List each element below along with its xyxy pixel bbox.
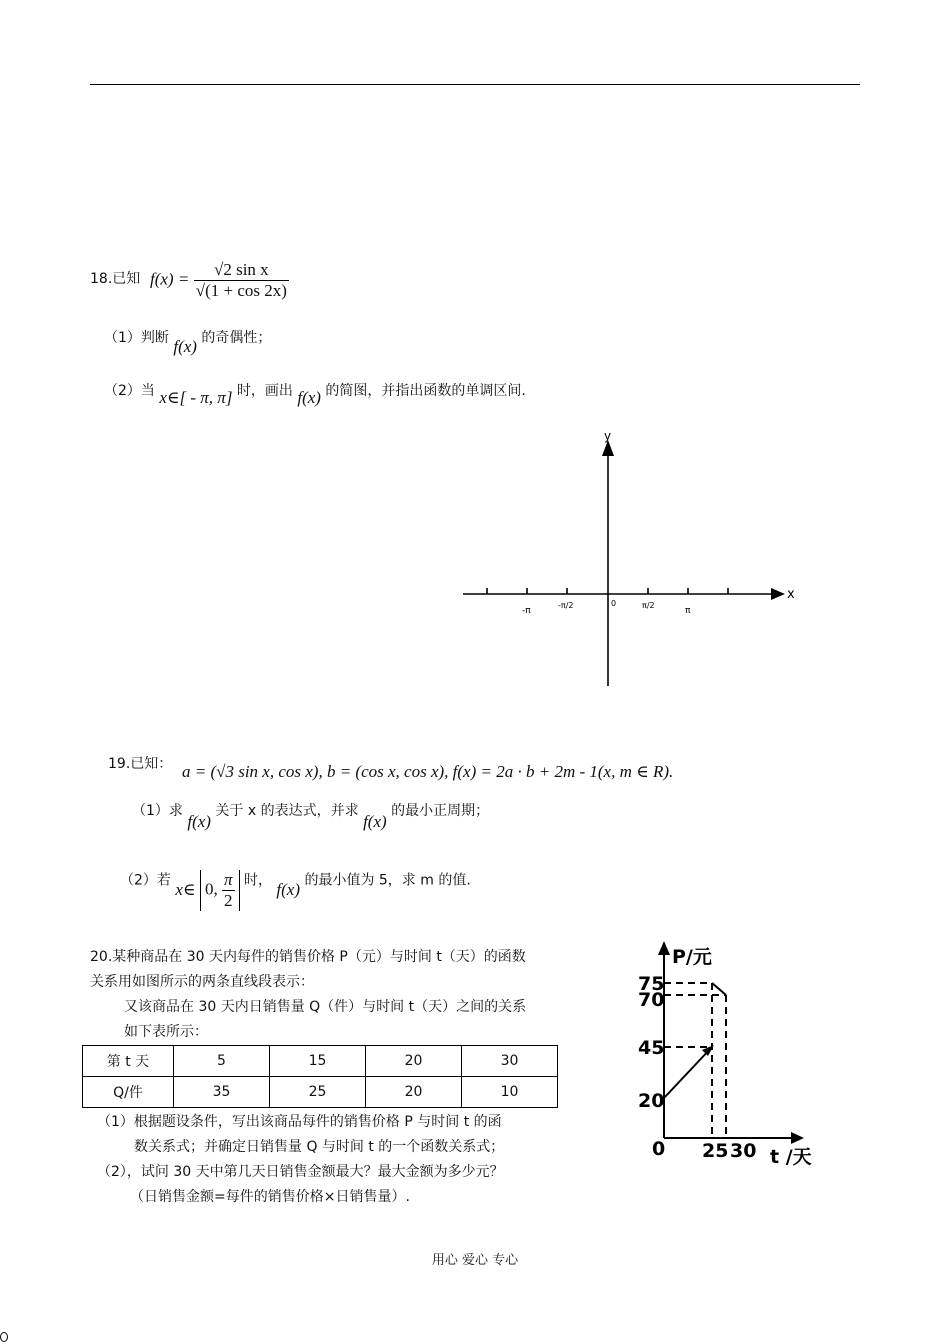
q19-part2-range-den: 2 (223, 891, 233, 910)
q18-part1-fx: f(x) (173, 337, 197, 356)
tick-label-45: 45 (638, 1037, 665, 1059)
q20-line2: 关系用如图所示的两条直线段表示： (90, 974, 314, 990)
q18-part2-mid: 时，画出 (236, 383, 293, 399)
q18-part2-fx: f(x) (297, 388, 321, 407)
q19-part2-mid: 时， (243, 872, 272, 889)
q19-formula: a = (√3 sin x, cos x), b = (cos x, cos x), f(x) = 2a · b + 2m - 1(x, m ∈ R). (182, 762, 674, 781)
tick-label-25: 25 (702, 1140, 729, 1162)
price-segment-2 (712, 983, 726, 995)
table-cell: 25 (270, 1077, 366, 1108)
q18-part1-post: 的奇偶性； (201, 330, 272, 346)
table-cell: 20 (366, 1046, 462, 1077)
q19-part1 (132, 800, 490, 831)
q18-part1 (104, 327, 272, 356)
table-cell: 5 (174, 1046, 270, 1077)
q18-part2-range: x∈[ - π, π] (159, 388, 233, 407)
price-segment-1 (664, 1047, 712, 1098)
origin-label: 0 (652, 1138, 666, 1160)
q19-part2-range-a: 0, (204, 879, 218, 899)
tick-label-half-pi: π/2 (642, 601, 655, 610)
q18-part2-post: 的简图，并指出函数的单调区间. (325, 383, 526, 399)
q20-part2-line2: （日销售金额=每件的销售价格×日销售量）. (130, 1189, 410, 1205)
q20-line4: 如下表所示： (124, 1024, 208, 1040)
q18-func-numerator: √2 sin x (194, 260, 289, 281)
q20-part1-line2: 数关系式；并确定日销售量 Q 与时间 t 的一个函数关系式； (134, 1139, 505, 1155)
header-rule (90, 84, 860, 85)
t-axis-arrow (791, 1132, 804, 1144)
p-axis-arrow (658, 941, 670, 955)
x-axis-label: x (787, 587, 795, 602)
q19-part2 (120, 860, 471, 910)
q19-part2-post: 的最小值为 5，求 m 的值. (304, 872, 471, 889)
q18-part1-pre: （1）判断 (104, 330, 169, 346)
q19-part2-range-pre: x∈ (175, 879, 196, 899)
tick-label-20: 20 (638, 1090, 665, 1112)
p-axis-label: P/元 (672, 946, 712, 968)
tick-label-75: 75 (638, 973, 665, 995)
q20-line1: 20.某种商品在 30 天内每件的销售价格 P（元）与时间 t（天）的函数 (90, 949, 526, 965)
origin-label: 0 (611, 599, 617, 608)
table-cell: 35 (174, 1077, 270, 1108)
q20-price-graph (630, 935, 830, 1175)
tick-label-pi: π (685, 606, 691, 616)
page-footer: 用心 爱心 专心 (431, 1253, 519, 1268)
table-row (83, 1046, 558, 1077)
q18-coordinate-graph (455, 428, 810, 693)
x-axis-arrow (771, 588, 785, 600)
q18-func-denominator: √(1 + cos 2x) (195, 281, 287, 300)
q19-part1-post: 的最小正周期； (391, 803, 490, 819)
table-cell: 20 (366, 1077, 462, 1108)
table-cell: 30 (462, 1046, 558, 1077)
page-corner-mark (0, 1332, 8, 1342)
q18-func-fraction (194, 260, 289, 301)
q19-part1-pre: （1）求 (132, 803, 183, 819)
q18-label: 18.已知 (90, 271, 141, 287)
q18-part2 (104, 380, 526, 407)
tick-label-neg-pi: -π (522, 606, 531, 616)
q19-part1-mid: 关于 x 的表达式，并求 (215, 803, 359, 819)
tick-label-30: 30 (730, 1140, 757, 1162)
q19-part1-fx2: f(x) (363, 812, 387, 831)
table-cell: Q/件 (83, 1077, 174, 1108)
q20-line3: 又该商品在 30 天内日销售量 Q（件）与时间 t（天）之间的关系 (124, 999, 527, 1015)
q18-function-def (150, 260, 289, 301)
q20-sales-table (82, 1045, 558, 1108)
table-row (83, 1077, 558, 1108)
q19-part2-fx: f(x) (276, 879, 300, 899)
table-cell: 10 (462, 1077, 558, 1108)
table-cell: 第 t 天 (83, 1046, 174, 1077)
q20-part2-line1: （2），试问 30 天中第几天日销售金额最大？最大金额为多少元？ (97, 1164, 504, 1180)
table-cell: 15 (270, 1046, 366, 1077)
q20-part1-line1: （1）根据题设条件，写出该商品每件的销售价格 P 与时间 t 的函 (97, 1114, 502, 1130)
q18-part2-pre: （2）当 (104, 383, 155, 399)
y-axis-label: y (604, 429, 612, 443)
tick-label-70: 70 (638, 989, 665, 1011)
t-axis-label: t /天 (770, 1146, 812, 1168)
q19-part1-fx: f(x) (187, 812, 211, 831)
q19-label: 19.已知： (108, 756, 173, 772)
q19-part2-range-fraction (222, 870, 235, 911)
q19-part2-pre: （2）若 (120, 872, 171, 889)
tick-label-neg-half-pi: -π/2 (558, 601, 574, 610)
q19-part2-interval (200, 870, 240, 911)
q19-part2-range-num: π (223, 870, 233, 889)
q18-func-lhs: f(x) = (150, 269, 190, 289)
